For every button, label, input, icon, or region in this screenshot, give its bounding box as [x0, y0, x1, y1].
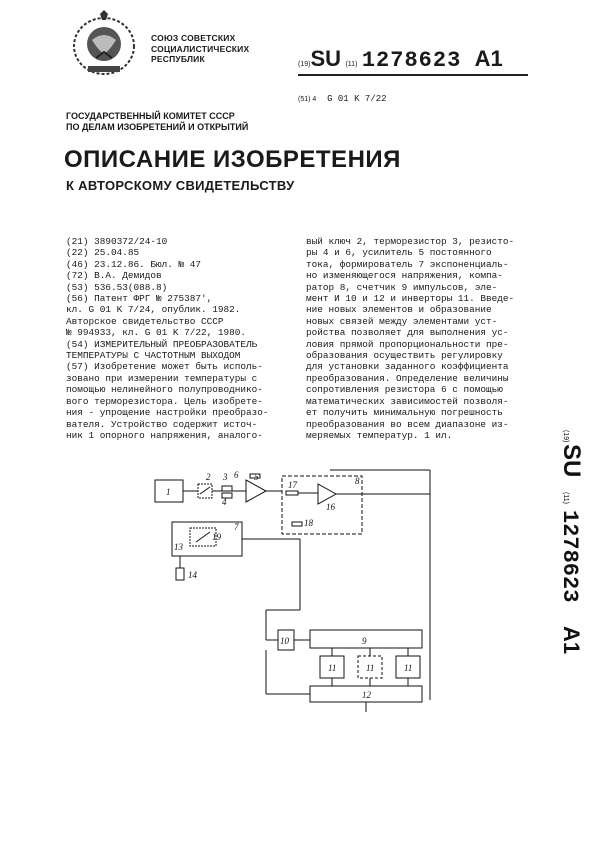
text-line: преобразования. Определение величины [306, 372, 509, 384]
text-line: помощью нелинейного полупроводнико- [66, 384, 263, 396]
resistor-14 [176, 568, 184, 580]
text-line: ройства позволяет для выполнения ус- [306, 327, 509, 339]
label-7: 7 [234, 522, 239, 532]
committee-line: ГОСУДАРСТВЕННЫЙ КОМИТЕТ СССР [66, 111, 235, 121]
ussr-line: СОЦИАЛИСТИЧЕСКИХ [151, 43, 250, 54]
document-title: ОПИСАНИЕ ИЗОБРЕТЕНИЯ [64, 146, 401, 173]
label-10: 10 [280, 636, 289, 646]
label-13: 13 [174, 542, 183, 552]
label-4: 4 [222, 497, 227, 507]
text-line: ловия прямой пропорциональности пре- [306, 338, 509, 350]
text-line: (56) Патент ФРГ № 275387', [66, 293, 213, 305]
text-line: (21) 3890372/24-10 [66, 236, 168, 247]
ussr-caption [151, 33, 249, 65]
label-5: 5 [254, 472, 259, 482]
resistor-18 [292, 522, 302, 526]
text-line: вый ключ 2, терморезистор 3, резисто- [306, 236, 515, 247]
side-kind: A1 [559, 626, 584, 655]
committee-caption [66, 111, 248, 133]
label-3: 3 [223, 472, 228, 482]
tag-11: (11) [345, 61, 358, 68]
text-line: вателя. Устройство содержит источ- [66, 418, 258, 430]
text-line: ет получить минимальную погрешность [306, 407, 503, 419]
text-line: вого терморезистора. Цель изобрете- [66, 395, 263, 407]
resistor-3 [222, 486, 232, 491]
text-line: математических зависимостей позволя- [306, 395, 509, 407]
tag-19: (19) [298, 61, 311, 68]
text-line: ратор 8, счетчик 9 импульсов, эле- [306, 281, 498, 293]
text-line: (22) 25.04.85 [66, 247, 140, 259]
text-line: (72) В.А. Демидов [66, 270, 162, 282]
kind-code: A1 [474, 46, 503, 71]
text-line: но изменяющегося напряжения, компа- [306, 270, 503, 282]
ussr-emblem-icon [66, 10, 142, 78]
label-1: 1 [166, 487, 171, 497]
amplifier-5 [246, 480, 266, 502]
text-line: ТЕМПЕРАТУРЫ С ЧАСТОТНЫМ ВЫХОДОМ [66, 350, 241, 362]
text-line: № 994933, кл. G 01 K 7/22, 1980. [66, 327, 247, 339]
text-line: меряемых температур. 1 ил. [306, 429, 453, 441]
text-line: (57) Изобретение может быть исполь- [66, 361, 263, 373]
text-line: кл. G 01 K 7/24, опублик. 1982. [66, 304, 241, 316]
text-line: образования осуществить регулировку [306, 350, 503, 362]
side-patent-stamp [536, 428, 585, 678]
label-2: 2 [206, 472, 211, 482]
side-country: SU [558, 444, 585, 478]
text-line: ние новых элементов и образование [306, 304, 492, 316]
bibliographic-column [66, 236, 280, 441]
document-subtitle: К АВТОРСКОМУ СВИДЕТЕЛЬСТВУ [66, 178, 295, 193]
label-6: 6 [234, 470, 239, 480]
label-16: 16 [326, 502, 335, 512]
patent-number: 1278623 [361, 48, 462, 73]
text-line: ния - упрощение настройки преобразо- [66, 407, 269, 419]
header-divider [298, 74, 528, 76]
text-line: Авторское свидетельство СССР [66, 315, 224, 327]
country-code: SU [310, 46, 342, 71]
label-8: 8 [355, 476, 360, 486]
text-line: новых связей между элементами уст- [306, 315, 498, 327]
label-18: 18 [304, 518, 313, 528]
text-line: (53) 536.53(088.8) [66, 281, 168, 293]
text-line: тока, формирователь 7 экспоненциаль- [306, 258, 509, 270]
ipc-classification [298, 94, 387, 104]
resistor-17 [286, 491, 298, 495]
text-line: ник 1 опорного напряжения, аналого- [66, 429, 263, 441]
text-line: (46) 23.12.86. Бюл. № 47 [66, 258, 202, 270]
text-line: зовано при измерении температуры с [66, 372, 258, 384]
ussr-line: РЕСПУБЛИК [151, 54, 205, 64]
label-19: 19 [212, 532, 221, 542]
label-11c: 11 [404, 663, 413, 673]
text-line: мент И 10 и 12 и инверторы 11. Введе- [306, 293, 515, 305]
label-17: 17 [288, 480, 297, 490]
side-number: 1278623 [557, 510, 582, 603]
label-11: 11 [328, 663, 337, 673]
ipc-tag: (51) 4 [298, 96, 317, 103]
text-line: (54) ИЗМЕРИТЕЛЬНЫЙ ПРЕОБРАЗОВАТЕЛЬ [66, 338, 258, 350]
text-line: ры 4 и 6, усилитель 5 постоянного [306, 247, 492, 259]
publication-number [298, 46, 503, 74]
circuit-diagram [150, 460, 450, 715]
label-11b: 11 [366, 663, 375, 673]
comparator-16 [318, 484, 336, 504]
label-9: 9 [362, 636, 367, 646]
ussr-line: СОЮЗ СОВЕТСКИХ [151, 33, 236, 43]
side-tag-19: (19) [562, 430, 569, 443]
abstract-column [306, 236, 522, 441]
text-line: сопротивления резистора 6 с помощью [306, 384, 503, 396]
ipc-code: G 01 K 7/22 [327, 94, 387, 104]
side-tag-11: (11) [562, 492, 569, 504]
text-line: для установки заданного коэффициента [306, 361, 509, 373]
committee-line: ПО ДЕЛАМ ИЗОБРЕТЕНИЙ И ОТКРЫТИЙ [66, 122, 249, 132]
label-12: 12 [362, 690, 371, 700]
text-line: преобразования во всем диапазоне из- [306, 418, 509, 430]
label-14: 14 [188, 570, 197, 580]
